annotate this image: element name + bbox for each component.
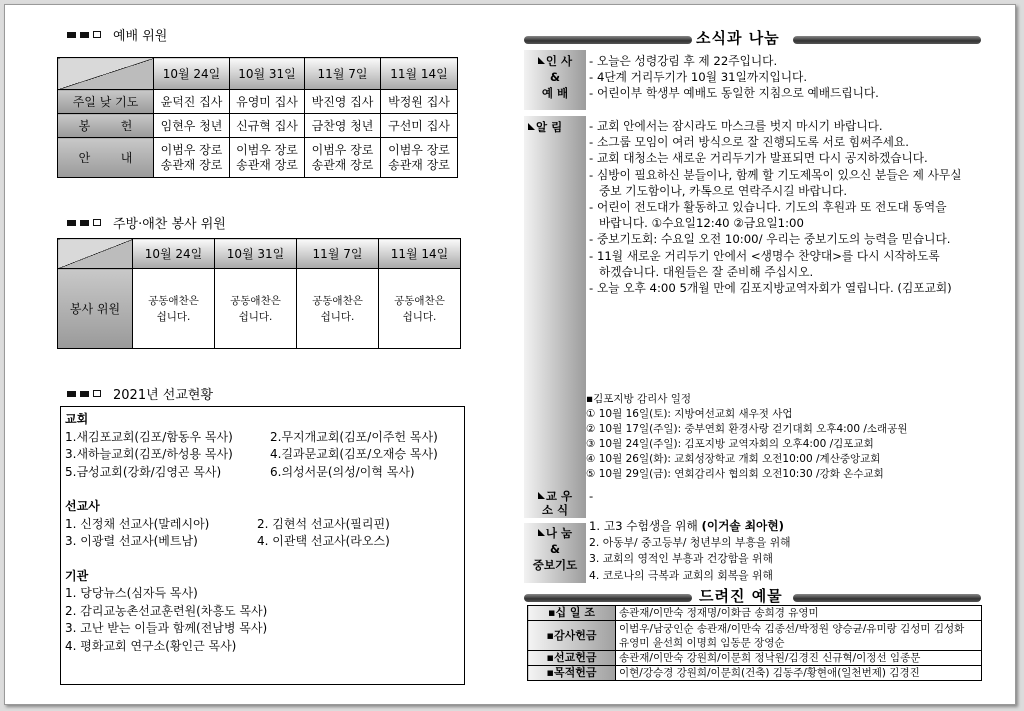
notice-list	[589, 118, 979, 296]
notice-label: 알 림	[524, 116, 586, 490]
transfer-text: -	[589, 489, 594, 503]
corner-cell	[58, 58, 154, 90]
kitchen-table	[57, 238, 461, 349]
schedule-title: ▪김포지방 감리사 일정	[586, 393, 692, 405]
cell: 금찬영 청년	[305, 114, 381, 138]
worship-table	[57, 57, 458, 178]
offering-names: 이현/강승경 강원희/이문희(건축) 김동주/황현애(일천번제) 김경진	[616, 666, 982, 681]
date-header: 11월 14일	[381, 58, 458, 90]
list-item: 5.금성교회(강화/김영곤 목사) 6.의성서문(의성/이혁 목사)	[65, 464, 415, 479]
mission-box	[60, 406, 465, 685]
cell: 이범우 장로 송관재 장로	[305, 138, 381, 178]
list-item: - 오늘은 성령강림 후 제 22주입니다.	[589, 54, 778, 68]
date-header: 10월 31일	[230, 58, 305, 90]
date-header: 11월 14일	[379, 239, 461, 269]
list-item: 3. 이광렬 선교사(베트남) 4. 이관택 선교사(라오스)	[65, 534, 390, 548]
list-item: - 교회 대청소는 새로운 거리두기가 발표되면 다시 공지하겠습니다.	[589, 151, 928, 166]
prayer-list	[589, 518, 979, 584]
title-bar-left	[524, 594, 692, 602]
cell: 박정원 집사	[381, 90, 458, 114]
bulletin-page	[4, 4, 1016, 705]
list-item: - 중보기도회: 수요일 오전 10:00/ 우리는 중보기도의 능력을 믿습니다.	[589, 232, 951, 247]
list-item: ⑤ 10월 29일(금): 연회감리사 협의회 오전10:30 /강화 온수교회	[586, 468, 884, 480]
list-item: 2. 아동부/ 중고등부/ 청년부의 부흥을 위해	[589, 535, 791, 549]
date-header: 11월 7일	[297, 239, 379, 269]
cell: 임현우 청년	[154, 114, 230, 138]
triangle-marker-icon	[538, 57, 545, 64]
list-item: 1. 당당뉴스(심자득 목사)	[65, 586, 198, 600]
cell: 윤덕진 집사	[154, 90, 230, 114]
offering-label: ▪십 일 조	[528, 606, 616, 621]
list-item: ③ 10월 24일(주일): 김포지방 교역자회의 오후4:00 /김포교회	[586, 438, 874, 450]
cell: 구선미 집사	[381, 114, 458, 138]
offerings-table	[527, 605, 982, 681]
title-bar-left	[524, 36, 692, 44]
list-item: 3. 교회의 영적인 부흥과 건강함을 위해	[589, 552, 773, 565]
list-item: 3. 고난 받는 이들과 함께(전남병 목사)	[65, 621, 268, 635]
list-item: 3.새하늘교회(김포/하성용 목사) 4.길과문교회(김포/오재승 목사)	[65, 447, 438, 461]
list-item: - 소그룹 모임이 여러 방식으로 잘 진행되도록 서로 힘써주세요.	[589, 135, 909, 150]
offering-label: ▪감사헌금	[528, 621, 616, 651]
greet-list	[589, 53, 979, 102]
table-row	[528, 606, 982, 621]
table-row	[528, 651, 982, 666]
list-item: 1. 고3 수험생을 위해 (이거솔 최아현)	[589, 519, 784, 533]
greet-label: 인 사 & 예 배	[524, 50, 586, 110]
offering-names: 송관재/이만숙 정재명/이화금 송희경 유영미	[616, 606, 982, 621]
list-item: 4. 코로나의 극복과 교회의 회복을 위해	[589, 568, 773, 582]
offering-names: 이범우/남궁인순 송관재/이만숙 김종선/박정원 양승균/유미랑 김성미 김성화 유영미 윤선희 이명희 임동문 장영순	[616, 621, 982, 651]
cell: 이범우 장로 송관재 장로	[381, 138, 458, 178]
list-item: - 11월 새로운 거리두기 안에서 <생명수 찬양대>를 다시 시작하도록 하겠습니다. 대원들은 잘 준비해 주십시오.	[589, 248, 940, 279]
list-item: - 4단계 거리두기가 10월 31일까지입니다.	[589, 70, 808, 85]
label-text: 나 눔	[524, 525, 586, 541]
list-item: - 어린이부 학생부 예배도 동일한 지침으로 예배드립니다.	[589, 86, 879, 101]
church-heading: 교회	[65, 412, 89, 426]
title-bar-right	[793, 36, 981, 44]
list-item: - 오늘 오후 4:00 5개월 만에 김포지방교역자회가 열립니다. (김포교회)	[589, 281, 952, 296]
row-label: 주일 낮 기도	[58, 90, 154, 114]
transfer-label: 교 우 소 식	[524, 488, 586, 518]
table-row	[528, 666, 982, 681]
triangle-marker-icon	[538, 492, 545, 499]
cell: 신규혁 집사	[230, 114, 305, 138]
title-bar-right	[793, 594, 981, 602]
offering-label: ▪목적헌금	[528, 666, 616, 681]
table-row	[528, 621, 982, 651]
org-heading: 기관	[65, 568, 89, 583]
corner-cell	[58, 239, 133, 269]
offering-label: ▪선교헌금	[528, 651, 616, 666]
list-item: - 심방이 필요하신 분들이나, 함께 할 기도제목이 있으신 분들은 제 사무실 중보 기도함이나, 카톡으로 연락주시길 바랍니다.	[589, 167, 962, 198]
cell: 박진영 집사	[305, 90, 381, 114]
schedule	[586, 392, 908, 482]
date-header: 10월 24일	[154, 58, 230, 90]
cell: 공동애찬은 쉽니다.	[379, 269, 461, 349]
row-label: 봉 헌	[58, 114, 154, 138]
list-item: ② 10월 17일(주일): 중부연회 환경사랑 걷기대회 오후4:00 /소래공원	[586, 423, 908, 435]
list-item: 2. 감리교농촌선교훈련원(차흥도 목사)	[65, 603, 268, 618]
row-label: 안 내	[58, 138, 154, 178]
cell: 이범우 장로 송관재 장로	[230, 138, 305, 178]
list-item: - 교회 안에서는 잠시라도 마스크를 벗지 마시기 바랍니다.	[589, 119, 883, 133]
list-item: 1.새김포교회(김포/함동우 목사) 2.무지개교회(김포/이주헌 목사)	[65, 429, 438, 444]
offering-names: 송관재/이만숙 강원희/이문희 정낙원/김경진 신규혁/이정선 임종문	[616, 651, 982, 666]
mission-heading: 2021년 선교현황	[67, 384, 213, 403]
label-text: 교 우	[524, 489, 586, 503]
worship-heading: 예배 위원	[67, 25, 167, 44]
date-header: 10월 31일	[215, 239, 297, 269]
cell: 유영미 집사	[230, 90, 305, 114]
triangle-marker-icon	[538, 529, 545, 536]
list-item: 4. 평화교회 연구소(황인근 목사)	[65, 638, 237, 653]
missionary-heading: 선교사	[65, 499, 100, 513]
prayer-label: 나 눔 & 중보기도	[524, 523, 586, 583]
cell: 공동애찬은 쉽니다.	[297, 269, 379, 349]
list-item: - 어린이 전도대가 활동하고 있습니다. 기도의 후원과 또 전도대 동역을 바랍니다. ①수요일12:40 ②금요일1:00	[589, 200, 947, 231]
label-text: 인 사	[524, 53, 586, 69]
kitchen-heading: 주방·애찬 봉사 위원	[67, 213, 226, 232]
offerings-title: 드려진 예물	[699, 587, 783, 605]
cell: 공동애찬은 쉽니다.	[133, 269, 215, 349]
list-item: 1. 신정채 선교사(말레시아) 2. 김현석 선교사(필리핀)	[65, 516, 390, 531]
row-label: 봉사 위원	[58, 269, 133, 349]
list-item: ④ 10월 26일(화): 교회성장학교 개회 오전10:00 /계산중앙교회	[586, 453, 881, 465]
date-header: 11월 7일	[305, 58, 381, 90]
triangle-marker-icon	[528, 123, 535, 130]
cell: 이범우 장로 송관재 장로	[154, 138, 230, 178]
news-title: 소식과 나눔	[696, 29, 780, 47]
date-header: 10월 24일	[133, 239, 215, 269]
cell: 공동애찬은 쉽니다.	[215, 269, 297, 349]
list-item: ① 10월 16일(토): 지방여선교회 새우젓 사업	[586, 408, 793, 420]
